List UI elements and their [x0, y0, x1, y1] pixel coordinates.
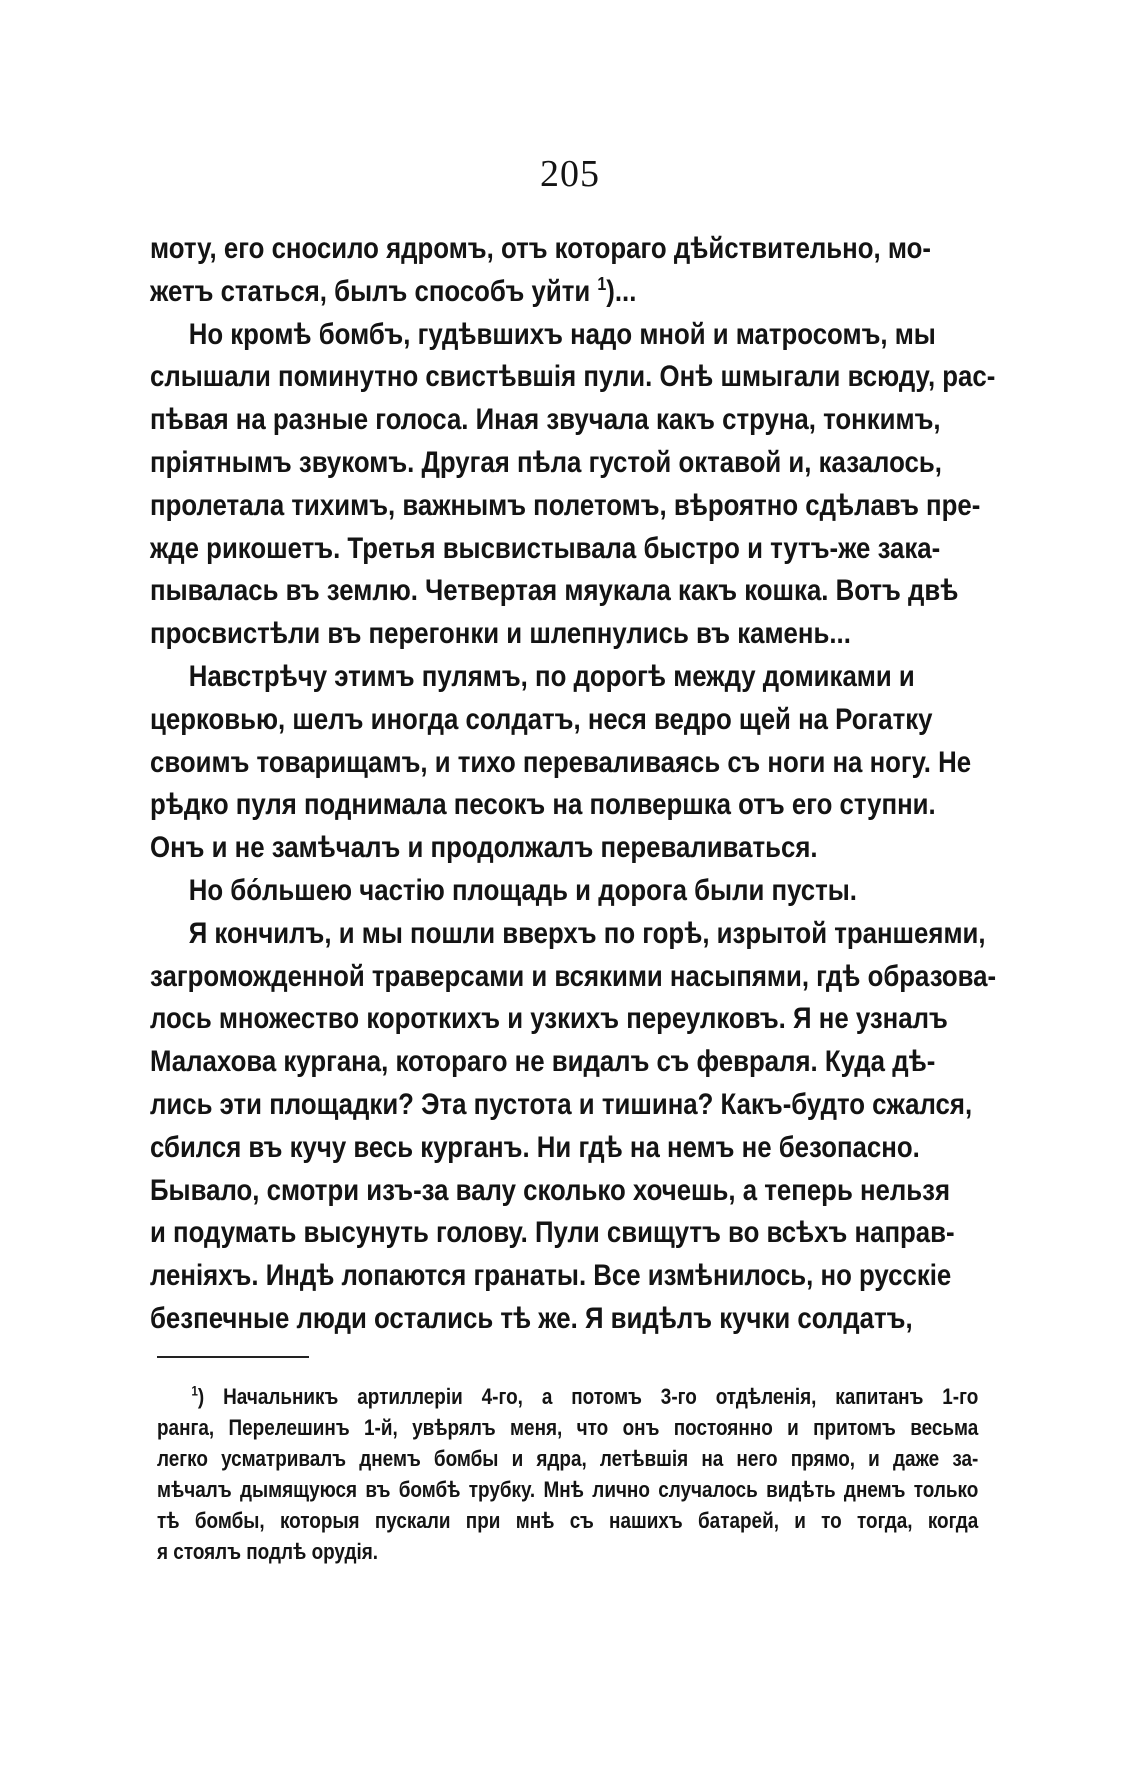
text-line: жде рикошетъ. Третья высвистывала быстро и тутъ-же зака-: [150, 531, 941, 565]
text-line: леніяхъ. Индѣ лопаются гранаты. Все измѣнилось, но русскіе: [150, 1259, 952, 1293]
text-line: Бывало, смотри изъ-за валу сколько хочешь, а теперь нельзя: [150, 1173, 951, 1207]
text-line: своимъ товарищамъ, и тихо переваливаясь съ ноги на ногу. Не: [150, 745, 972, 779]
paragraph-start-line: Но бо́льшею частію площадь и дорога были пусты.: [188, 873, 857, 907]
footnote-line: тѣ бомбы, которыя пускали при мнѣ съ нашихъ батарей, и то тогда, когда: [157, 1508, 979, 1533]
text-line: Онъ и не замѣчалъ и продолжалъ переваливаться.: [150, 831, 818, 865]
footnote-divider: [157, 1356, 309, 1358]
footnote-line-content: ) Начальникъ артиллеріи 4-го, а потомъ 3-го отдѣленія, капитанъ 1-го: [197, 1384, 979, 1409]
text-line: лись эти площадки? Эта пустота и тишина? Какъ-будто сжался,: [150, 1087, 973, 1121]
text-line: пріятнымъ звукомъ. Другая пѣла густой октавой и, казалось,: [150, 445, 942, 479]
footnote-marker: 1: [191, 1383, 198, 1399]
footnote-line: легко усматривалъ днемъ бомбы и ядра, летѣвшія на него прямо, и даже за-: [157, 1446, 979, 1471]
text-line-tail: )...: [606, 274, 637, 308]
text-line: сбился въ кучу весь курганъ. Ни гдѣ на немъ не безопасно.: [150, 1130, 920, 1164]
footnote: [157, 1381, 978, 1567]
text-line: пѣвая на разные голоса. Иная звучала какъ струна, тонкимъ,: [150, 403, 941, 437]
text-line: загроможденной траверсами и всякими насыпями, гдѣ образова-: [150, 959, 997, 993]
text-line: рѣдко пуля поднимала песокъ на полвершка отъ его ступни.: [150, 788, 936, 822]
main-text: [150, 228, 997, 1341]
page-number: 205: [540, 153, 600, 195]
text-line: слышали поминутно свистѣвшія пули. Онѣ шмыгали всюду, рас-: [150, 360, 996, 394]
footnote-line: [157, 1381, 978, 1412]
paragraph-start-line: Навстрѣчу этимъ пулямъ, по дорогѣ между домиками и: [188, 659, 915, 693]
text-line: и подумать высунуть голову. Пули свищутъ во всѣхъ направ-: [150, 1216, 955, 1250]
text-line: моту, его сносило ядромъ, отъ котораго дѣйствительно, мо-: [150, 232, 931, 265]
text-line: церковью, шелъ иногда солдатъ, неся ведро щей на Рогатку: [150, 702, 933, 736]
text-line: просвистѣли въ перегонки и шлепнулись въ камень...: [150, 617, 851, 651]
paragraph-start-line: Но кромѣ бомбъ, гудѣвшихъ надо мной и матросомъ, мы: [188, 317, 936, 351]
text-line: пролетала тихимъ, важнымъ полетомъ, вѣроятно сдѣлавъ пре-: [150, 488, 981, 522]
text-line: [150, 271, 864, 314]
footnote-line: мѣчалъ дымящуюся въ бомбѣ трубку. Мнѣ лично случалось видѣть днемъ только: [157, 1477, 979, 1502]
paragraph-start-line: Я кончилъ, и мы пошли вверхъ по горѣ, изрытой траншеями,: [188, 916, 986, 950]
text-line: лось множество короткихъ и узкихъ переулковъ. Я не узналъ: [150, 1002, 948, 1036]
text-line-content: жетъ статься, былъ способъ уйти: [150, 274, 598, 308]
text-line: безпечные люди остались тѣ же. Я видѣлъ кучки солдатъ,: [150, 1301, 913, 1335]
text-line: Малахова кургана, котораго не видалъ съ февраля. Куда дѣ-: [150, 1045, 936, 1079]
footnote-reference: 1: [597, 272, 607, 294]
footnote-line: ранга, Перелешинъ 1-й, увѣрялъ меня, что онъ постоянно и притомъ весьма: [157, 1415, 979, 1440]
footnote-line: я стоялъ подлѣ орудія.: [157, 1539, 379, 1564]
text-line: пывалась въ землю. Четвертая мяукала какъ кошка. Вотъ двѣ: [150, 574, 959, 608]
